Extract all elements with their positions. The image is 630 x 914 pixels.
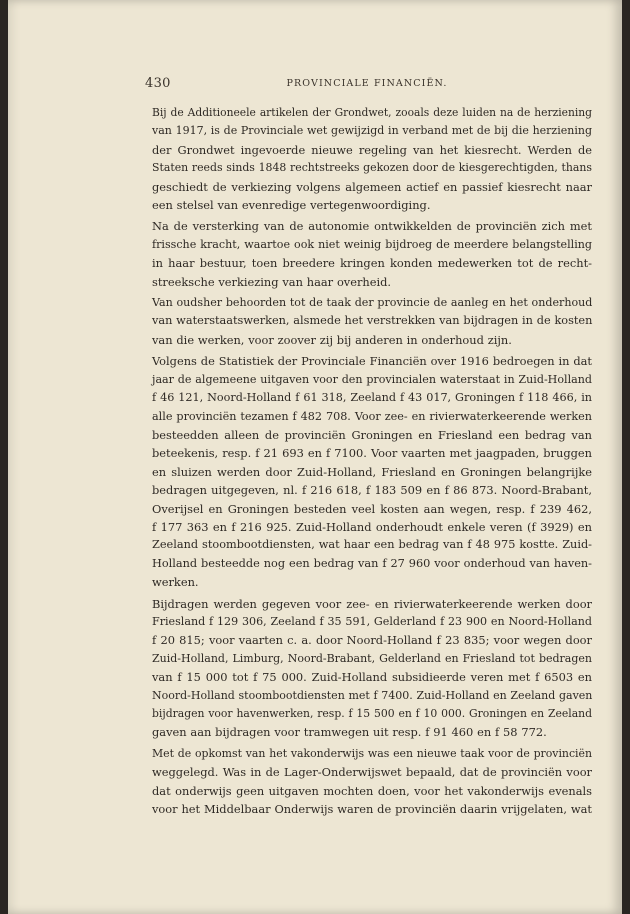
paragraph xyxy=(152,294,592,349)
text-line: alle provinciën tezamen f 482 708. Voor zee- en rivierwaterkeerende werken xyxy=(152,409,592,423)
text-line: Bij de Additioneele artikelen der Grondwet, zooals deze luiden na de herziening xyxy=(152,106,592,119)
text-line: Volgens de Statistiek der Provinciale Financiën over 1916 bedroegen in dat xyxy=(152,354,592,369)
text-line: Na de versterking van de autonomie ontwikkelden de provinciën zich met xyxy=(152,219,592,234)
text-line: van 1917, is de Provinciale wet gewijzigd in verband met de bij die herziening xyxy=(152,124,592,138)
text-line: jaar de algemeene uitgaven voor den provincialen waterstaat in Zuid-Holland xyxy=(152,372,592,386)
text-line: voor het Middelbaar Onderwijs waren de provinciën daarin vrijgelaten, wat xyxy=(152,802,592,817)
text-line: Van oudsher behoorden tot de taak der provincie de aanleg en het onderhoud xyxy=(152,296,593,310)
text-line: Holland besteedde nog een bedrag van f 27 960 voor onderhoud van haven- xyxy=(152,556,592,570)
text-line: Zuid-Holland, Limburg, Noord-Brabant, Gelderland en Friesland tot bedragen xyxy=(152,651,592,665)
text-line: in haar bestuur, toen breedere kringen konden medewerken tot de recht- xyxy=(152,256,592,271)
text-line: Noord-Holland stoombootdiensten met f 7400. Zuid-Holland en Zeeland gaven xyxy=(152,688,593,702)
paragraph xyxy=(152,104,592,214)
text-line: geschiedt de verkiezing volgens algemeen actief en passief kiesrecht naar xyxy=(152,179,592,194)
text-line: dat onderwijs geen uitgaven mochten doen, voor het vakonderwijs evenals xyxy=(152,783,592,798)
page-header xyxy=(145,76,589,94)
text-line: bijdragen voor havenwerken, resp. f 15 500 en f 10 000. Groningen en Zeeland xyxy=(152,707,592,720)
running-head: PROVINCIALE FINANCIËN. xyxy=(286,78,448,89)
text-line: Friesland f 129 306, Zeeland f 35 591, Gelderland f 23 900 en Noord-Holland xyxy=(152,614,592,628)
text-line: van die werken, voor zoover zij bij anderen in onderhoud zijn. xyxy=(152,332,512,347)
text-line: van f 15 000 tot f 75 000. Zuid-Holland subsidieerde veren met f 6503 en xyxy=(152,670,592,685)
text-line: besteedden alleen de provinciën Groningen en Friesland een bedrag van xyxy=(152,427,592,442)
paragraph xyxy=(152,352,592,591)
text-line: Zeeland stoombootdiensten, wat haar een bedrag van f 48 975 kostte. Zuid- xyxy=(152,538,592,552)
book-page xyxy=(8,0,622,914)
text-line: Overijsel en Groningen besteden veel kosten aan wegen, resp. f 239 462, xyxy=(152,501,592,516)
text-line: gaven aan bijdragen voor tramwegen uit resp. f 91 460 en f 58 772. xyxy=(152,725,547,740)
text-line: van waterstaatswerken, alsmede het verstrekken van bijdragen in de kosten xyxy=(152,314,593,328)
text-line: bedragen uitgegeven, nl. f 216 618, f 183 509 en f 86 873. Noord-Brabant, xyxy=(152,483,592,498)
text-line: Bijdragen werden gegeven voor zee- en rivierwaterkeerende werken door xyxy=(152,596,592,611)
text-line: werken. xyxy=(152,575,199,590)
text-line: Met de opkomst van het vakonderwijs was een nieuwe taak voor de provinciën xyxy=(152,746,592,760)
text-line: streeksche verkiezing van haar overheid. xyxy=(152,274,392,289)
text-line: een stelsel van evenredige vertegenwoordiging. xyxy=(152,198,431,213)
text-line: beteekenis, resp. f 21 693 en f 7100. Voor vaarten met jaagpaden, bruggen xyxy=(152,446,592,461)
text-line: der Grondwet ingevoerde nieuwe regeling van het kiesrecht. Werden de xyxy=(152,142,592,157)
text-line: f 177 363 en f 216 925. Zuid-Holland onderhoudt enkele veren (f 3929) en xyxy=(152,519,592,534)
page-number: 430 xyxy=(145,76,171,91)
paragraph xyxy=(152,745,592,819)
text-line: en sluizen werden door Zuid-Holland, Friesland en Groningen belangrijke xyxy=(152,464,592,479)
paragraph xyxy=(152,217,592,291)
text-line: weggelegd. Was in de Lager-Onderwijswet bepaald, dat de provinciën voor xyxy=(152,765,592,780)
paragraph xyxy=(152,595,592,742)
text-line: f 20 815; voor vaarten c. a. door Noord-Holland f 23 835; voor wegen door xyxy=(152,633,592,648)
text-line: Staten reeds sinds 1848 rechtstreeks gekozen door de kiesgerechtigden, thans xyxy=(152,161,592,175)
text-line: frissche kracht, waartoe ook niet weinig bijdroeg de meerdere belangstelling xyxy=(152,237,592,251)
text-line: f 46 121, Noord-Holland f 61 318, Zeeland f 43 017, Groningen f 118 466, in xyxy=(152,391,592,405)
body-text xyxy=(152,104,592,818)
